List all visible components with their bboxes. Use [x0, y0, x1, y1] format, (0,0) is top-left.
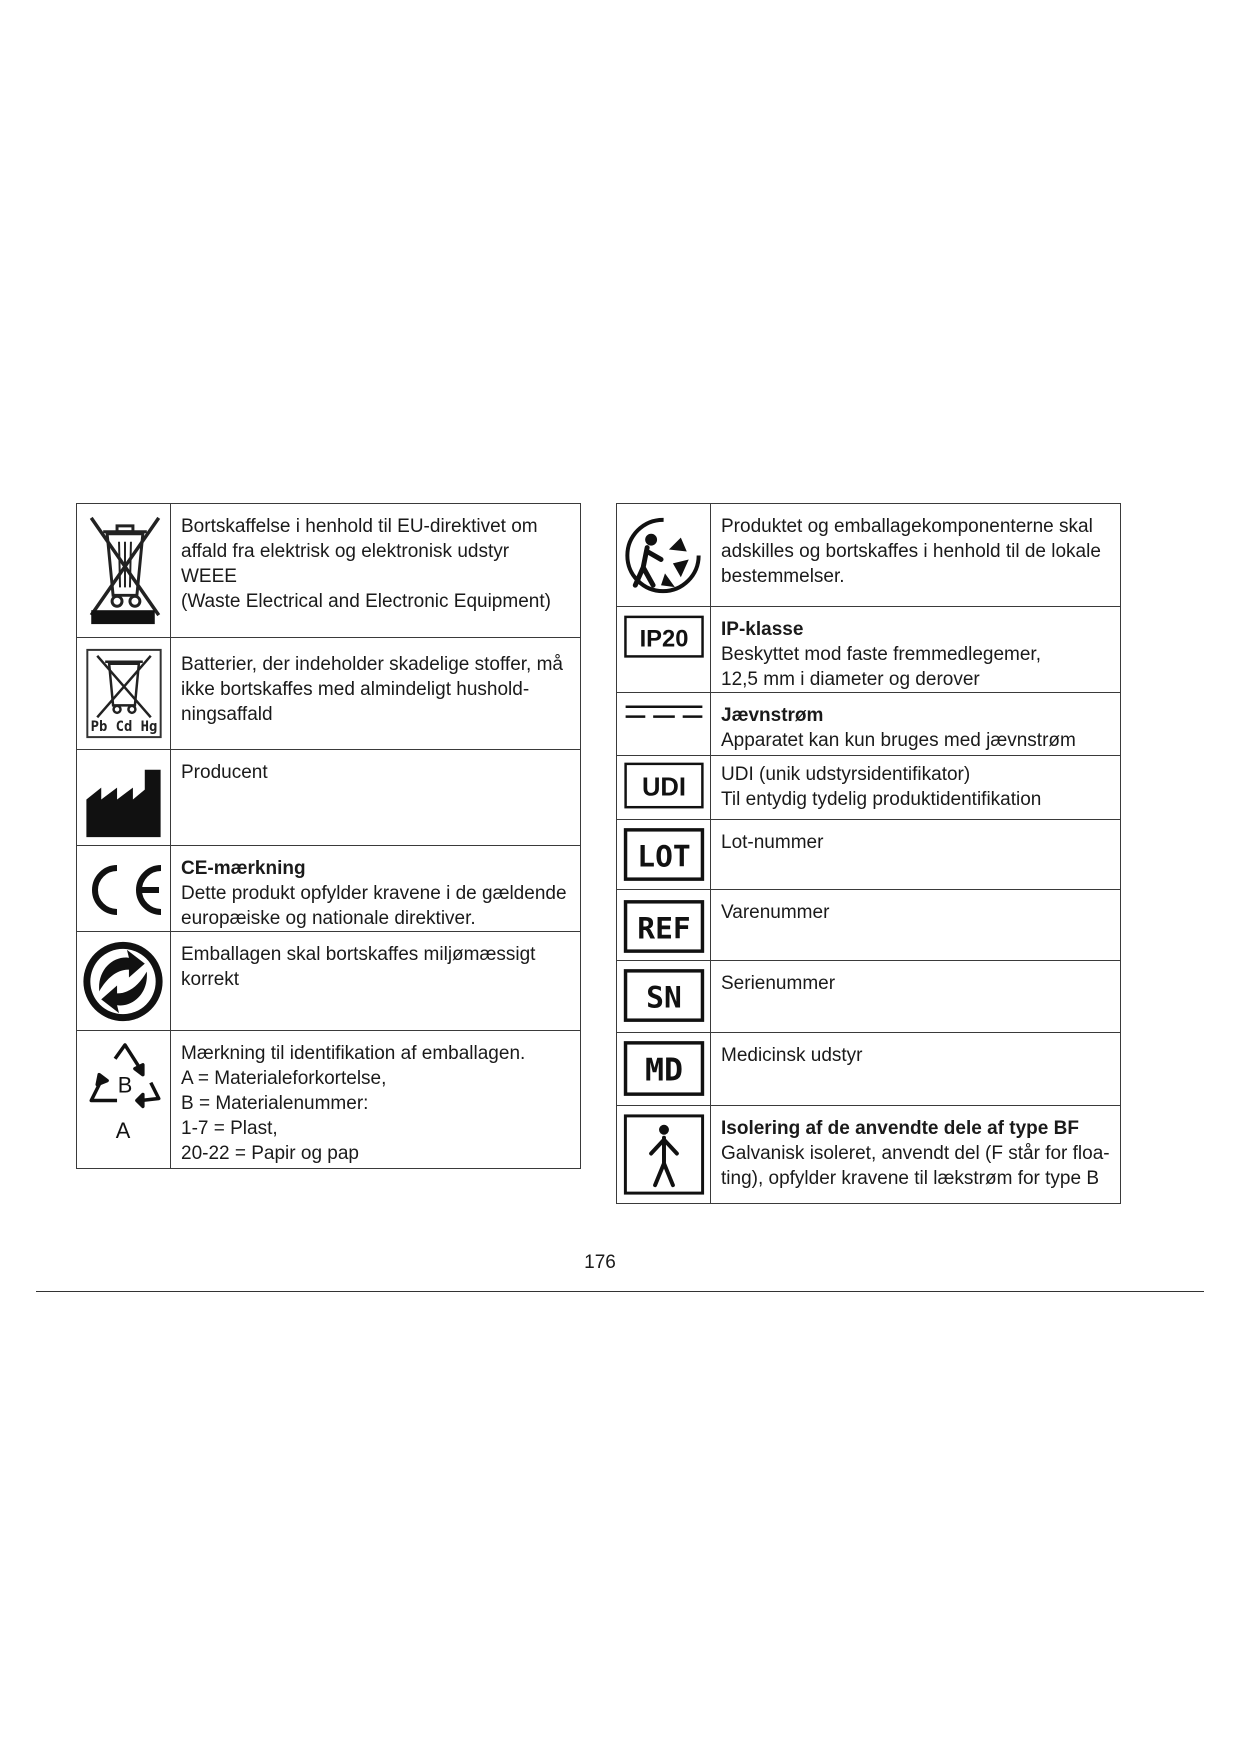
text-line: ikke bortskaffes med almindeligt hushold-	[181, 679, 530, 700]
table-row	[77, 638, 581, 750]
ref-box-icon	[617, 890, 711, 961]
sn-box-icon	[617, 961, 711, 1033]
text-line: B = Materialenummer:	[181, 1093, 369, 1114]
ip20-icon-label: IP20	[639, 626, 689, 653]
manufacturer-factory-icon	[77, 750, 171, 846]
dc-title: Jævnstrøm	[721, 705, 824, 726]
text-line: Dette produkt opfylder kravene i de gældende	[181, 883, 567, 904]
text-line: ningsaffald	[181, 704, 273, 725]
text-line: Medicinsk udstyr	[721, 1045, 863, 1066]
md-box-icon	[617, 1033, 711, 1106]
footer-divider	[36, 1291, 1204, 1292]
table-row	[77, 1031, 581, 1169]
dc-description	[711, 693, 1121, 756]
lot-box-icon	[617, 820, 711, 890]
ip20-box-icon	[617, 607, 711, 693]
table-row	[617, 607, 1121, 693]
text-line: Produktet og emballagekomponenterne skal	[721, 516, 1093, 537]
symbol-table-right	[616, 503, 1121, 1204]
md-icon-label: MD	[644, 1052, 683, 1089]
text-line: affald fra elektrisk og elektronisk udstyr WEEE	[181, 541, 510, 587]
text-line: Varenummer	[721, 902, 830, 923]
udi-icon-label: UDI	[641, 773, 687, 802]
manufacturer-description	[171, 750, 581, 846]
lot-icon-label: LOT	[637, 839, 691, 874]
text-line: bestemmelser.	[721, 566, 845, 587]
type-bf-person-icon	[617, 1106, 711, 1204]
ref-description	[711, 890, 1121, 961]
type-bf-title: Isolering af de anvendte dele af type BF	[721, 1118, 1079, 1139]
table-row	[617, 1106, 1121, 1204]
text-line: A = Materialeforkortelse,	[181, 1068, 387, 1089]
text-line: korrekt	[181, 969, 240, 990]
text-line: Emballagen skal bortskaffes miljømæssigt	[181, 944, 536, 965]
lot-description	[711, 820, 1121, 890]
sn-icon-label: SN	[646, 980, 682, 1015]
table-row	[617, 504, 1121, 607]
battery-crossed-bin-icon	[77, 638, 171, 750]
green-dot-icon	[77, 932, 171, 1031]
ce-description	[171, 846, 581, 932]
table-row	[617, 961, 1121, 1033]
text-line: Galvanisk isoleret, anvendt del (F står for floa-	[721, 1143, 1110, 1164]
battery-icon-label: Pb Cd Hg	[90, 719, 158, 736]
weee-crossed-bin-icon	[77, 504, 171, 638]
weee-description	[171, 504, 581, 638]
recycling-description	[171, 1031, 581, 1169]
text-line: Apparatet kan kun bruges med jævnstrøm	[721, 730, 1076, 751]
text-line: Til entydig tydelig produktidentifikation	[721, 789, 1042, 810]
table-row	[77, 504, 581, 638]
table-row	[617, 693, 1121, 756]
table-row	[77, 750, 581, 846]
recycling-letter-b: B	[117, 1072, 133, 1098]
table-row	[617, 1033, 1121, 1106]
ref-icon-label: REF	[637, 911, 691, 946]
text-line: (Waste Electrical and Electronic Equipment)	[181, 591, 551, 612]
text-line: 1-7 = Plast,	[181, 1118, 278, 1139]
text-line: Producent	[181, 762, 268, 783]
ip-class-title: IP-klasse	[721, 619, 804, 640]
text-line: 20-22 = Papir og pap	[181, 1143, 359, 1164]
recycling-triangle-icon	[77, 1031, 171, 1169]
text-line: UDI (unik udstyrsidentifikator)	[721, 764, 971, 785]
text-line: Bortskaffelse i henhold til EU-direktivet om	[181, 516, 538, 537]
ce-title: CE-mærkning	[181, 858, 306, 879]
text-line: Beskyttet mod faste fremmedlegemer,	[721, 644, 1041, 665]
text-line: europæiske og nationale direktiver.	[181, 908, 476, 929]
table-row	[77, 932, 581, 1031]
tidyman-recycle-icon	[617, 504, 711, 607]
udi-box-icon	[617, 756, 711, 820]
table-row	[617, 890, 1121, 961]
md-description	[711, 1033, 1121, 1106]
text-line: adskilles og bortskaffes i henhold til de lokale	[721, 541, 1101, 562]
sn-description	[711, 961, 1121, 1033]
text-line: Batterier, der indeholder skadelige stoffer, må	[181, 654, 563, 675]
text-line: Serienummer	[721, 973, 836, 994]
type-bf-description	[711, 1106, 1121, 1204]
battery-description	[171, 638, 581, 750]
text-line: ting), opfylder kravene til lækstrøm for type B	[721, 1168, 1100, 1189]
text-line: Lot-nummer	[721, 832, 824, 853]
ce-mark-icon	[77, 846, 171, 932]
page-number: 176	[584, 1252, 616, 1273]
recycling-letter-a: A	[115, 1118, 131, 1144]
table-row	[617, 820, 1121, 890]
ip-class-description	[711, 607, 1121, 693]
direct-current-icon	[617, 693, 711, 756]
text-line: Mærkning til identifikation af emballagen.	[181, 1043, 526, 1064]
table-row	[77, 846, 581, 932]
symbol-table-left	[76, 503, 581, 1169]
text-line: 12,5 mm i diameter og derover	[721, 669, 980, 690]
green-dot-description	[171, 932, 581, 1031]
udi-description	[711, 756, 1121, 820]
tidyman-description	[711, 504, 1121, 607]
table-row	[617, 756, 1121, 820]
